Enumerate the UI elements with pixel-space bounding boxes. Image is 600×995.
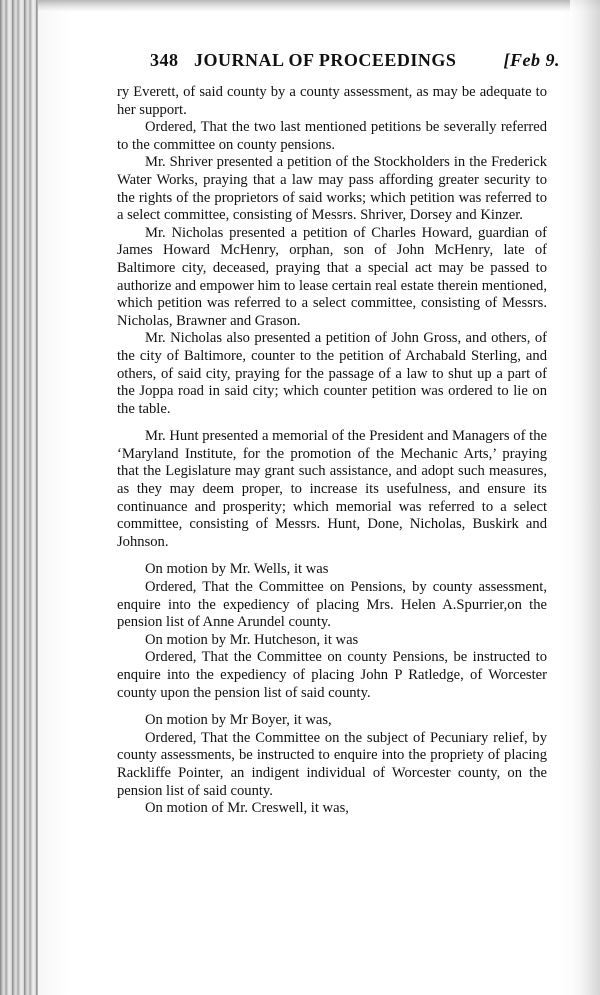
page-number: 348 bbox=[150, 50, 179, 70]
page-binding-shadow bbox=[0, 0, 38, 995]
paragraph-motion-boyer: On motion by Mr Boyer, it was, bbox=[145, 712, 332, 729]
paragraph-order-spurrier: Ordered, That the Committee on Pensions, by county assessment, enquire into the expediency of placing Mrs. Helen A.Spurrier,on the pension list of Anne Arundel county. bbox=[117, 579, 547, 631]
journal-text bbox=[117, 84, 547, 818]
paragraph-everett-continuation: ry Everett, of said county by a county assessment, as may be adequate to her support. bbox=[117, 84, 547, 118]
journal-title: JOURNAL OF PROCEEDINGS bbox=[194, 50, 457, 70]
paragraph-motion-hutcheson: On motion by Mr. Hutcheson, it was bbox=[145, 631, 359, 648]
paragraph-nicholas-petition: Mr. Nicholas presented a petition of Charles Howard, guardian of James Howard McHenry, orphan, son of John McHenry, late of Baltimore city, deceased, praying that a special act may be passed to authorize and empower him to lease certain real estate therein mentioned, which petition was referred to a select committee, consisting of Messrs. Nicholas, Brawner and Grason. bbox=[117, 224, 547, 329]
paragraph-shriver-petition: Mr. Shriver presented a petition of the Stockholders in the Frederick Water Works, praying that a law may pass affording greater security to the rights of the proprietors of said works; which petition was referred to a select committee, consisting of Messrs. Shriver, Dorsey and Kinzer. bbox=[117, 154, 547, 224]
paragraph-motion-creswell: On motion of Mr. Creswell, it was, bbox=[145, 800, 349, 817]
paragraph-order-pointer: Ordered, That the Committee on the subject of Pecuniary relief, by county assessments, be instructed to enquire into the propriety of placing Rackliffe Pointer, an indigent individual of Worcester county, on the pension list of said county. bbox=[117, 729, 547, 799]
paragraph-nicholas-counter-petition: Mr. Nicholas also presented a petition of John Gross, and others, of the city of Baltimore, counter to the petition of Archabald Sterling, and others, of said city, praying for the passage of a law to shut up a part of the Joppa road in said city; which counter petition was ordered to lie on the table. bbox=[117, 330, 547, 417]
header-date: [Feb 9. bbox=[503, 50, 560, 70]
running-header bbox=[150, 50, 560, 80]
paragraph-order-ratledge: Ordered, That the Committee on county Pensions, be instructed to enquire into the expediency of placing John P Ratledge, of Worcester county upon the pension list of said county. bbox=[117, 649, 547, 701]
paragraph-motion-wells: On motion by Mr. Wells, it was bbox=[145, 561, 329, 578]
paragraph-hunt-memorial: Mr. Hunt presented a memorial of the President and Managers of the ‘Maryland Institute, for the promotion of the Mechanic Arts,’ praying that the Legislature may grant such assistance, and adopt such measures, as they may deem proper, to increase its usefulness, and ensure its continuance and prosperity; which memorial was referred to a select committee, consisting of Messrs. Hunt, Done, Nicholas, Buskirk and Johnson. bbox=[117, 428, 547, 550]
page-top-edge bbox=[38, 0, 600, 12]
paragraph-order-pensions: Ordered, That the two last mentioned petitions be severally referred to the committee on county pensions. bbox=[117, 119, 547, 153]
page-right-edge bbox=[570, 0, 600, 995]
